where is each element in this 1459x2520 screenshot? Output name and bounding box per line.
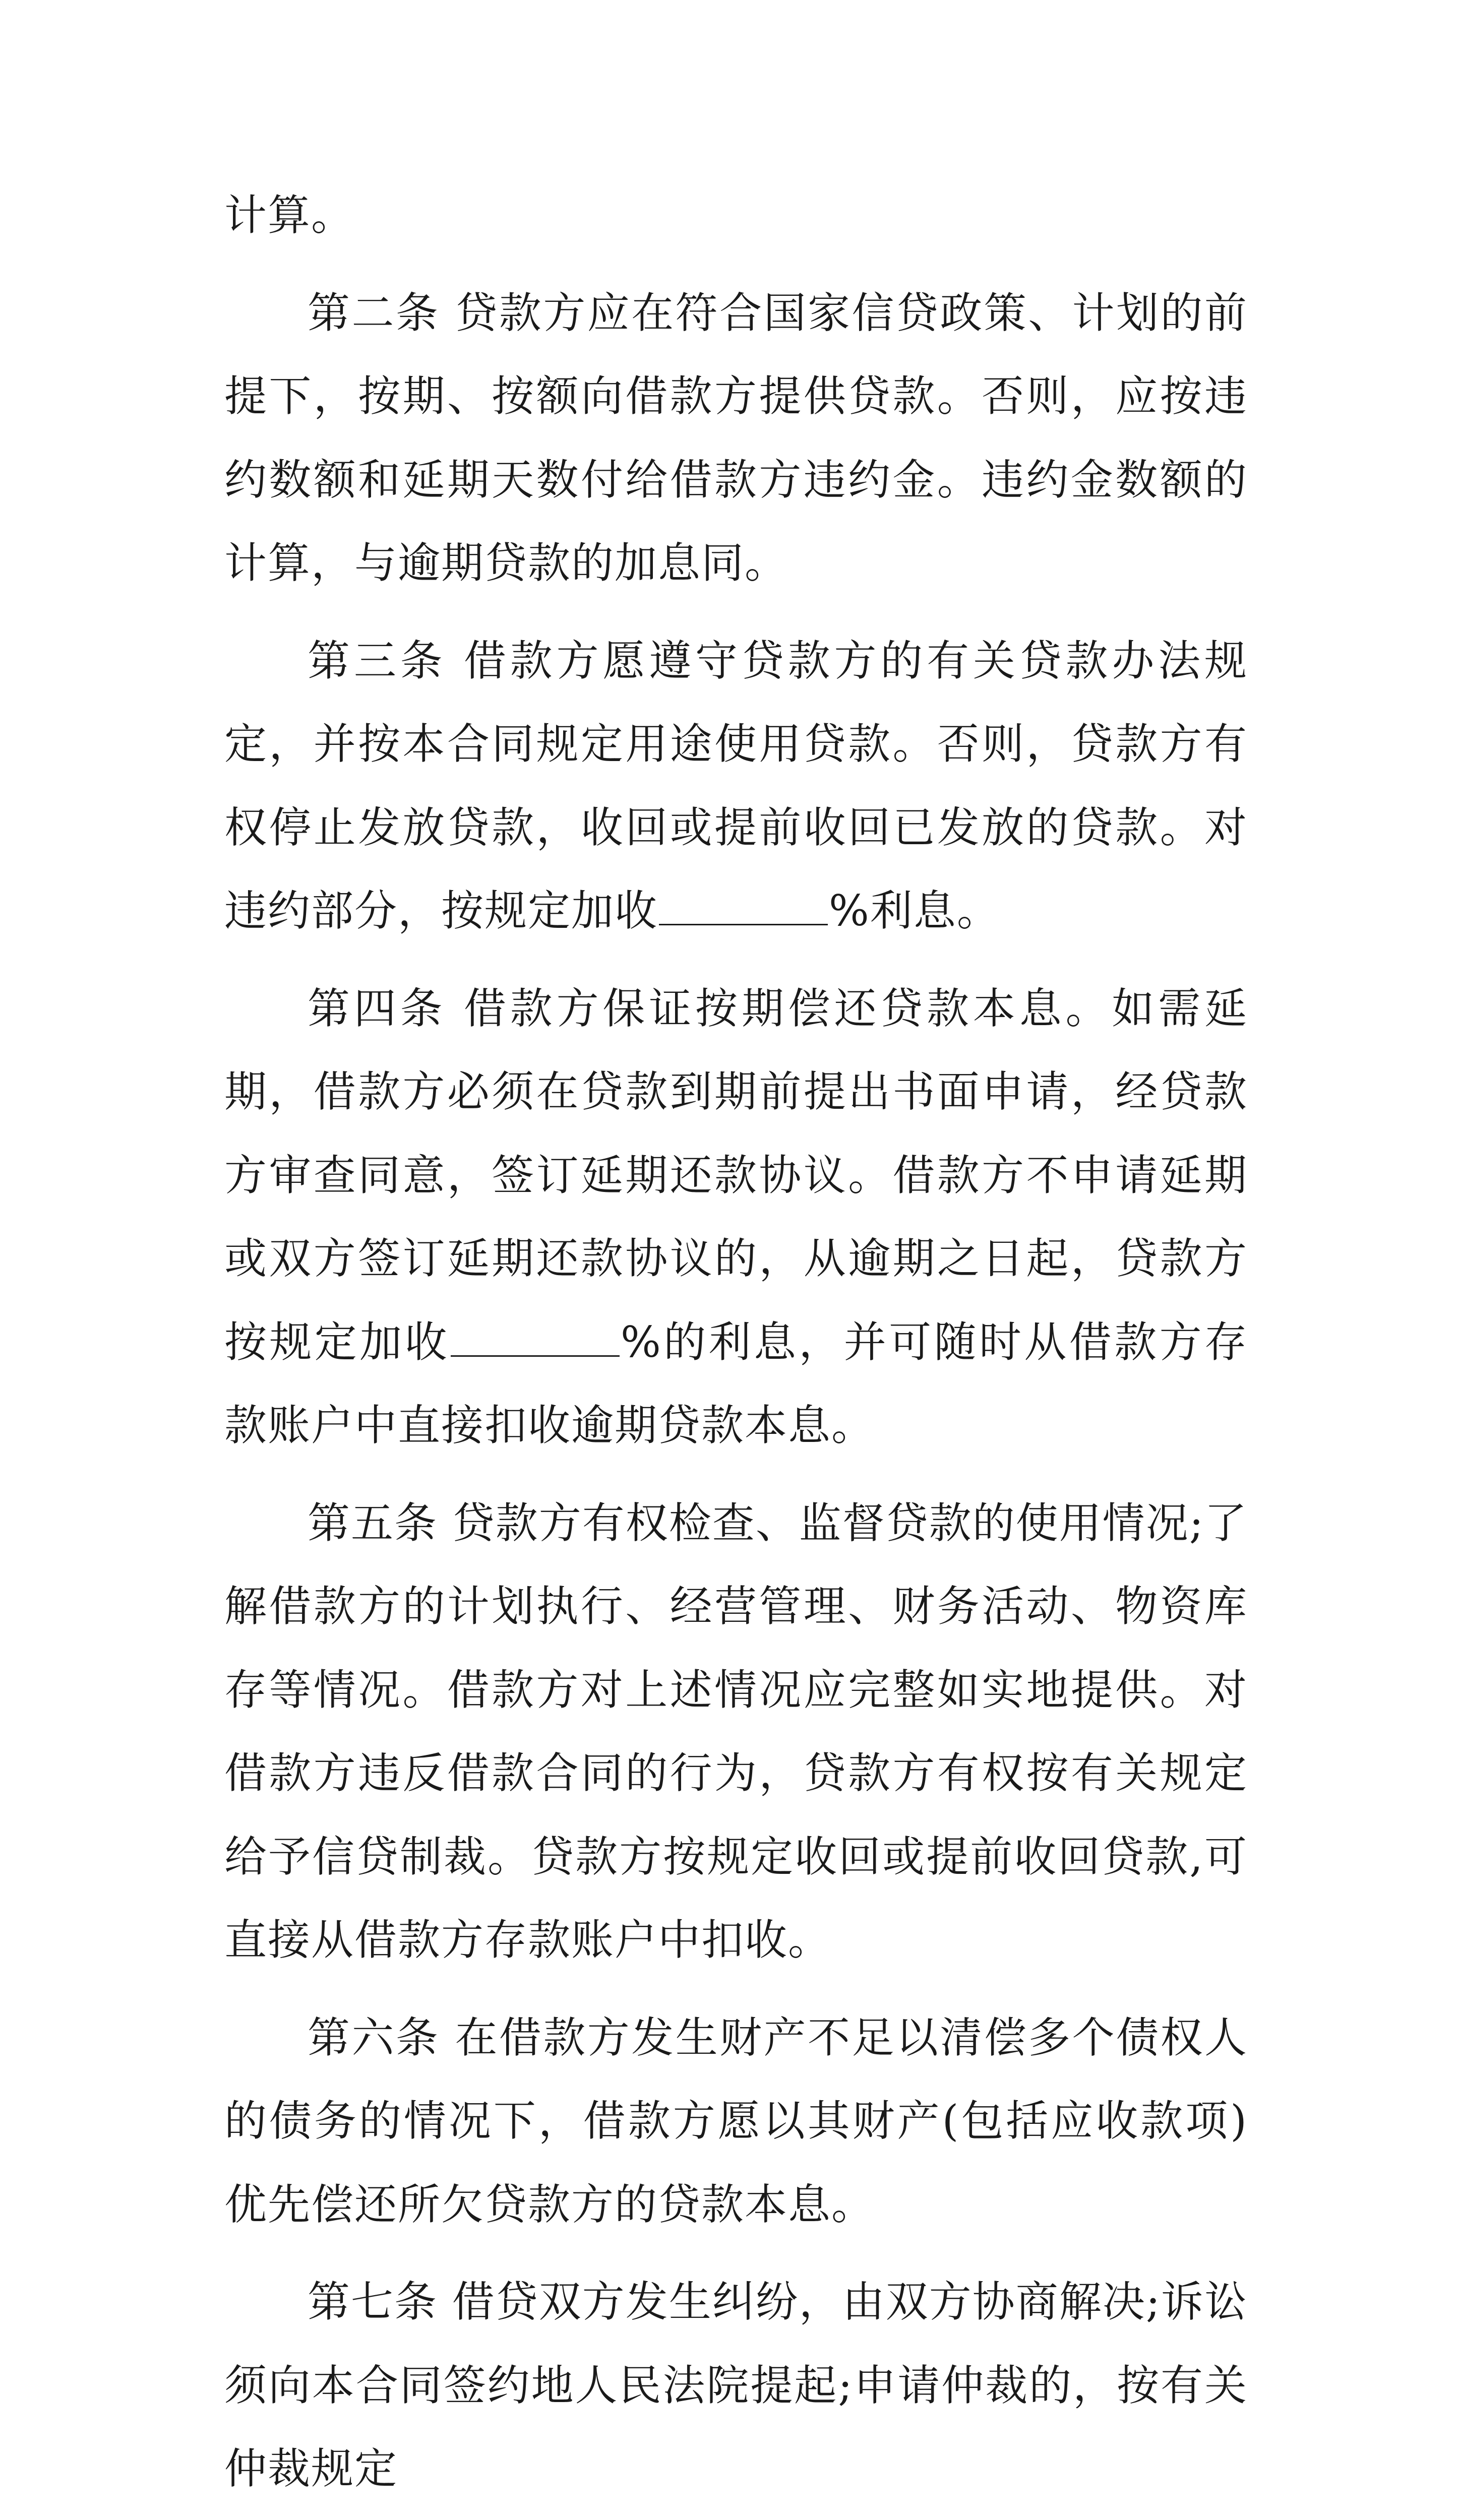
paragraph-text: 第五条 贷款方有权检查、监督贷款的使用情况;了解借款方的计划执行、经营管理、财务活动、物资库存等情况。借款方对上述情况应完整如实地提供。对借款方违反借款合同的行为，贷款方有权按有关规定给予信贷制裁。贷款方按规定收回或提前收回贷款,可直接从借款方存款账户中扣收。 xyxy=(224,1498,1248,1965)
article-5-paragraph xyxy=(224,1482,1248,1982)
paragraph-text: 第三条 借款方愿遵守贷款方的有关贷款办法规定，并按本合同规定用途使用贷款。否则，贷款方有权停止发放贷款，收回或提前收回已发放的贷款。对违约部分，按规定加收 xyxy=(224,636,1248,935)
article-7-paragraph xyxy=(224,2260,1248,2511)
paragraph-text: 第六条 在借款方发生财产不足以清偿多个债权人的债务的情况下，借款方愿以其财产(包括应收款项)优先偿还所欠贷款方的贷款本息。 xyxy=(224,2012,1248,2229)
article-6-paragraph xyxy=(224,1996,1248,2247)
fill-in-blank xyxy=(451,1317,620,1357)
paragraph-text-after-blank: %的利息，并可随时从借款方存款账户中直接扣收逾期贷款本息。 xyxy=(224,1317,1248,1450)
paragraph-text: 第七条 借贷双方发生纠纷，由双方协商解决;诉讼须向本合同签约地人民法院提起;申请仲裁的，按有关仲裁规定 xyxy=(224,2277,1248,2493)
article-3-paragraph xyxy=(224,619,1248,953)
paragraph-text: 计算。 xyxy=(224,191,355,240)
paragraph-text-after-blank: %利息。 xyxy=(829,886,1000,935)
article-4-paragraph xyxy=(224,967,1248,1468)
paragraph-text: 第四条 借款方保证按期偿还贷款本息。如需延期，借款方必须在贷款到期前提出书面申请，经贷款方审查同意，签订延期还款协议。借款方不申请延期或双方签订延期还款协议的，从逾期之日起，贷款方按规定加收 xyxy=(224,983,1248,1367)
article-2-paragraph xyxy=(224,272,1248,605)
fill-in-blank xyxy=(659,886,828,925)
document-body xyxy=(224,174,1248,2520)
paragraph-continuation xyxy=(224,174,1248,258)
paragraph-text: 第二条 贷款方应在符合国家信贷政策、计划的前提下，按期、按额向借款方提供贷款。否则，应按违约数额和延期天数付给借款方违约金。违约金数额的计算，与逾期贷款的加息同。 xyxy=(224,288,1248,588)
